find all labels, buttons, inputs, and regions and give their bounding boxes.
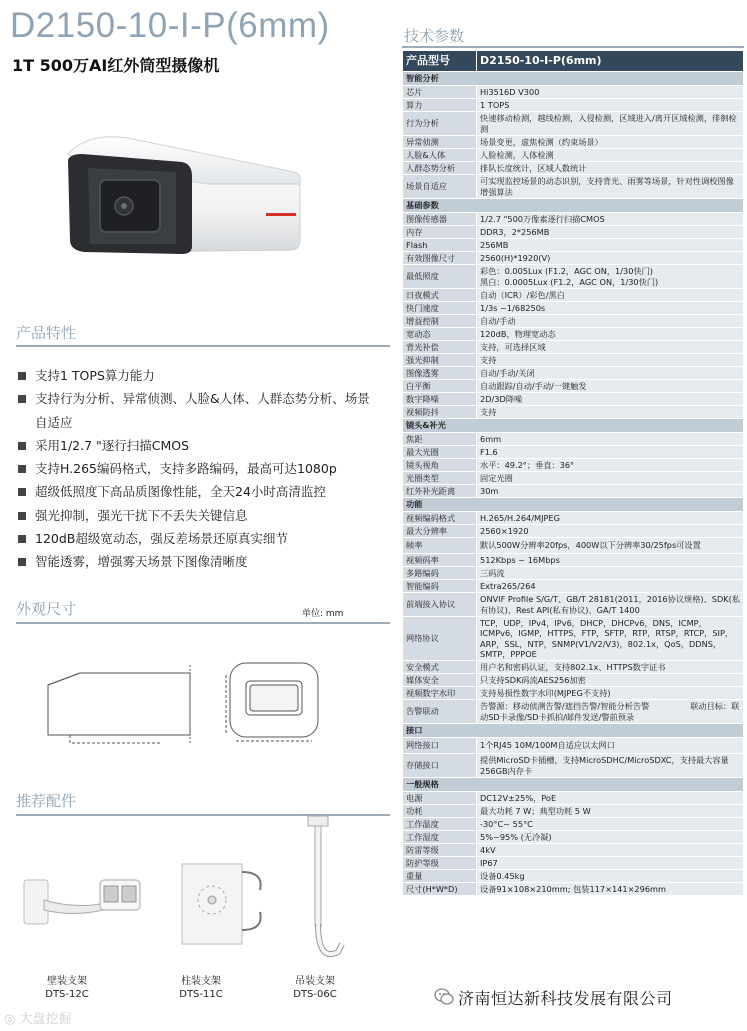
spec-row xyxy=(403,883,744,896)
dimension-drawings xyxy=(40,655,330,750)
square-bullet-icon xyxy=(18,558,26,566)
spec-value: 4kV xyxy=(477,844,744,857)
spec-row xyxy=(403,674,744,687)
square-bullet-icon xyxy=(18,395,26,403)
spec-key: 防雷等级 xyxy=(403,844,477,857)
spec-table xyxy=(402,50,744,896)
spec-row xyxy=(403,857,744,870)
spec-key: 帧率 xyxy=(403,538,477,554)
spec-key: 日夜模式 xyxy=(403,289,477,302)
spec-key: 红外补光距离 xyxy=(403,485,477,498)
spec-section-label: 基础参数 xyxy=(403,199,744,213)
spec-value: 用户名和密码认证，支持802.1x、HTTPS数字证书 xyxy=(477,661,744,674)
spec-row xyxy=(403,459,744,472)
spec-row xyxy=(403,580,744,593)
spec-value: 自动跟踪/自动/手动/一键触发 xyxy=(477,380,744,393)
spec-key: 工作湿度 xyxy=(403,831,477,844)
spec-row xyxy=(403,538,744,554)
section-divider xyxy=(16,622,390,624)
spec-key: 视频数字水印 xyxy=(403,687,477,700)
spec-value: 彩色：0.005Lux (F1.2，AGC ON，1/30快门) 黑白：0.0005Lux (F1.2，AGC ON，1/30快门) xyxy=(477,265,744,289)
spec-row xyxy=(403,700,744,724)
spec-value: IP67 xyxy=(477,857,744,870)
spec-key: 告警联动 xyxy=(403,700,477,724)
spec-key: 增益控制 xyxy=(403,315,477,328)
pendant-mount-image xyxy=(292,812,352,972)
spec-value: 可实现监控场景的动态识别，支持背光、雨雾等场景，针对性调校图像增强算法 xyxy=(477,175,744,199)
product-model-title: D2150-10-I-P(6mm) xyxy=(10,6,330,45)
spec-section-label: 一般规格 xyxy=(403,778,744,792)
spec-key: 镜头视角 xyxy=(403,459,477,472)
spec-row xyxy=(403,433,744,446)
spec-value: 支持 xyxy=(477,406,744,419)
accessories-section-title: 推荐配件 xyxy=(16,792,77,810)
spec-row xyxy=(403,393,744,406)
spec-value: 场景变更，虚焦检测（约束场景） xyxy=(477,136,744,149)
spec-row xyxy=(403,367,744,380)
spec-row xyxy=(403,593,744,617)
wall-mount-image xyxy=(18,850,143,930)
spec-row xyxy=(403,162,744,175)
spec-row xyxy=(403,406,744,419)
spec-value: 提供MicroSD卡插槽，支持MicroSDHC/MicroSDXC，支持最大容量256GB内存卡 xyxy=(477,754,744,778)
spec-section-row xyxy=(403,498,744,512)
spec-key: 内存 xyxy=(403,226,477,239)
spec-section-row xyxy=(403,778,744,792)
spec-key: 芯片 xyxy=(403,86,477,99)
spec-key: 功耗 xyxy=(403,805,477,818)
spec-row xyxy=(403,567,744,580)
spec-key: 网络协议 xyxy=(403,617,477,661)
spec-key: 最低照度 xyxy=(403,265,477,289)
spec-key: 场景自适应 xyxy=(403,175,477,199)
square-bullet-icon xyxy=(18,488,26,496)
spec-key: 光圈类型 xyxy=(403,472,477,485)
spec-value: 1个RJ45 10M/100M自适应以太网口 xyxy=(477,738,744,754)
spec-value: 支持，可选择区域 xyxy=(477,341,744,354)
spec-value: 设备91×108×210mm; 包装117×141×296mm xyxy=(477,883,744,896)
spec-row xyxy=(403,687,744,700)
spec-row xyxy=(403,738,744,754)
spec-row xyxy=(403,175,744,199)
spec-value: 自动（ICR）/彩色/黑白 xyxy=(477,289,744,302)
spec-key: Flash xyxy=(403,239,477,252)
spec-section-row xyxy=(403,724,744,738)
spec-value: -30°C~ 55°C xyxy=(477,818,744,831)
spec-key: 强光抑制 xyxy=(403,354,477,367)
spec-value: DDR3，2*256MB xyxy=(477,226,744,239)
spec-header-key: 产品型号 xyxy=(403,51,477,72)
spec-section-row xyxy=(403,199,744,213)
spec-value: 人脸检测，人体检测 xyxy=(477,149,744,162)
spec-row xyxy=(403,99,744,112)
spec-row xyxy=(403,661,744,674)
spec-row xyxy=(403,485,744,498)
spec-key: 网络接口 xyxy=(403,738,477,754)
spec-value: 1/3s ~1/68250s xyxy=(477,302,744,315)
spec-row xyxy=(403,136,744,149)
spec-key: 人脸&人体 xyxy=(403,149,477,162)
spec-key: 最大分辨率 xyxy=(403,525,477,538)
spec-value: 2D/3D降噪 xyxy=(477,393,744,406)
spec-value: 30m xyxy=(477,485,744,498)
spec-value: 2560(H)*1920(V) xyxy=(477,252,744,265)
spec-row xyxy=(403,112,744,136)
spec-row xyxy=(403,554,744,567)
spec-value: 最大功耗 7 W；典型功耗 5 W xyxy=(477,805,744,818)
spec-value: DC12V±25%，PoE xyxy=(477,792,744,805)
spec-row xyxy=(403,289,744,302)
square-bullet-icon xyxy=(18,512,26,520)
spec-row xyxy=(403,831,744,844)
spec-value: 快速移动检测，越线检测，入侵检测，区域进入/离开区域检测，徘徊检测 xyxy=(477,112,744,136)
feature-item: 支持1 TOPS算力能力 xyxy=(18,364,378,387)
spec-key: 图像透雾 xyxy=(403,367,477,380)
spec-value: 告警源：移动侦测告警/遮挡告警/智能分析告警 联动目标：联动SD卡录像/SD卡抓拍/邮件发送/警前预录 xyxy=(477,700,744,724)
spec-key: 有效图像尺寸 xyxy=(403,252,477,265)
spec-row xyxy=(403,354,744,367)
spec-row xyxy=(403,239,744,252)
spec-value: TCP，UDP，IPv4，IPv6，DHCP，DHCPv6，DNS，ICMP，ICMPv6，IGMP，HTTPS，FTP，SFTP，RTP，RTSP，RTCP，SIP，ARP，SSL，NTP，SNMP(V1/V2/V3)，802.1x，QoS，DDNS，SMTP，PPPOE xyxy=(477,617,744,661)
spec-row xyxy=(403,341,744,354)
spec-value: 只支持SDK码流AES256加密 xyxy=(477,674,744,687)
spec-row xyxy=(403,380,744,393)
spec-key: 存储接口 xyxy=(403,754,477,778)
spec-value: 256MB xyxy=(477,239,744,252)
spec-key: 安全模式 xyxy=(403,661,477,674)
spec-key: 数字降噪 xyxy=(403,393,477,406)
feature-item: 120dB超级宽动态，强反差场景还原真实细节 xyxy=(18,527,378,550)
spec-value: F1.6 xyxy=(477,446,744,459)
features-section-title: 产品特性 xyxy=(16,324,77,342)
spec-key: 焦距 xyxy=(403,433,477,446)
spec-key: 背光补偿 xyxy=(403,341,477,354)
dimensions-unit: 单位: mm xyxy=(302,609,344,619)
spec-value: ONVIF Profile S/G/T、GB/T 28181(2011，2016协议规格)、SDK(私有协议)、Rest API(私有协议)、GA/T 1400 xyxy=(477,593,744,617)
spec-section-label: 接口 xyxy=(403,724,744,738)
spec-key: 重量 xyxy=(403,870,477,883)
spec-row xyxy=(403,315,744,328)
spec-key: 视频编码格式 xyxy=(403,512,477,525)
pole-mount-image xyxy=(168,850,268,950)
spec-row xyxy=(403,86,744,99)
spec-key: 工作温度 xyxy=(403,818,477,831)
spec-key: 白平衡 xyxy=(403,380,477,393)
bullet-camera-image xyxy=(58,128,308,258)
spec-value: Extra265/264 xyxy=(477,580,744,593)
spec-row xyxy=(403,512,744,525)
square-bullet-icon xyxy=(18,442,26,450)
spec-row xyxy=(403,617,744,661)
spec-row xyxy=(403,265,744,289)
spec-key: 电源 xyxy=(403,792,477,805)
spec-row xyxy=(403,870,744,883)
square-bullet-icon xyxy=(18,465,26,473)
spec-value: 三码流 xyxy=(477,567,744,580)
spec-value: 固定光圈 xyxy=(477,472,744,485)
spec-section-row xyxy=(403,419,744,433)
section-divider xyxy=(402,46,744,48)
spec-key: 行为分析 xyxy=(403,112,477,136)
spec-value: 自动/手动/关闭 xyxy=(477,367,744,380)
spec-key: 前端接入协议 xyxy=(403,593,477,617)
spec-section-label: 智能分析 xyxy=(403,72,744,86)
feature-item: 支持H.265编码格式，支持多路编码，最高可达1080p xyxy=(18,457,378,480)
spec-key: 异常侦测 xyxy=(403,136,477,149)
spec-header-value: D2150-10-I-P(6mm) xyxy=(477,51,744,72)
spec-value: 自动/手动 xyxy=(477,315,744,328)
spec-value: Hi3516D V300 xyxy=(477,86,744,99)
spec-row xyxy=(403,754,744,778)
spec-key: 宽动态 xyxy=(403,328,477,341)
spec-key: 尺寸(H*W*D) xyxy=(403,883,477,896)
spec-row xyxy=(403,844,744,857)
spec-row xyxy=(403,213,744,226)
spec-value: 支持易损性数字水印(MJPEG不支持) xyxy=(477,687,744,700)
spec-value: 1 TOPS xyxy=(477,99,744,112)
spec-value: 6mm xyxy=(477,433,744,446)
spec-row xyxy=(403,328,744,341)
spec-header-row xyxy=(403,51,744,72)
spec-key: 媒体安全 xyxy=(403,674,477,687)
square-bullet-icon xyxy=(18,372,26,380)
square-bullet-icon xyxy=(18,535,26,543)
spec-key: 多路编码 xyxy=(403,567,477,580)
feature-item: 超级低照度下高品质图像性能，全天24小时高清监控 xyxy=(18,480,378,503)
spec-value: 默认500W分辨率20fps，400W以下分辨率30/25fps可设置 xyxy=(477,538,744,554)
spec-value: 120dB，物理宽动态 xyxy=(477,328,744,341)
specs-section-title: 技术参数 xyxy=(404,27,465,45)
spec-key: 人群态势分析 xyxy=(403,162,477,175)
product-subtitle: 1T 500万AI红外筒型摄像机 xyxy=(12,56,220,75)
spec-row xyxy=(403,472,744,485)
spec-key: 最大光圈 xyxy=(403,446,477,459)
spec-section-label: 功能 xyxy=(403,498,744,512)
spec-row xyxy=(403,446,744,459)
accessory-label: 柱装支架 DTS-11C xyxy=(179,976,223,1000)
spec-row xyxy=(403,149,744,162)
spec-key: 防护等级 xyxy=(403,857,477,870)
spec-row xyxy=(403,252,744,265)
section-divider xyxy=(16,345,390,347)
spec-section-label: 镜头&补光 xyxy=(403,419,744,433)
spec-value: 1/2.7 "500万像素逐行扫描CMOS xyxy=(477,213,744,226)
spec-value: 512Kbps ~ 16Mbps xyxy=(477,554,744,567)
spec-value: 2560×1920 xyxy=(477,525,744,538)
spec-row xyxy=(403,525,744,538)
spec-key: 视频码率 xyxy=(403,554,477,567)
spec-key: 视频防抖 xyxy=(403,406,477,419)
spec-row xyxy=(403,302,744,315)
specs-column xyxy=(400,0,747,1031)
spec-value: 排队长度统计，区域人数统计 xyxy=(477,162,744,175)
dimensions-section-title: 外观尺寸 xyxy=(16,600,77,618)
spec-section-row xyxy=(403,72,744,86)
footer-logo: ◎ 大盘挖掘 xyxy=(4,1012,72,1027)
feature-item: 支持行为分析、异常侦测、人脸&人体、人群态势分析、场景自适应 xyxy=(18,387,378,434)
spec-value: 水平：49.2°；垂直：36° xyxy=(477,459,744,472)
spec-row xyxy=(403,805,744,818)
spec-row xyxy=(403,226,744,239)
spec-value: 支持 xyxy=(477,354,744,367)
watermark-text: 济南恒达新科技发展有限公司 xyxy=(458,989,673,1008)
feature-item: 采用1/2.7 "逐行扫描CMOS xyxy=(18,434,378,457)
feature-item: 强光抑制，强光干扰下不丢失关键信息 xyxy=(18,504,378,527)
spec-key: 智能编码 xyxy=(403,580,477,593)
spec-value: 设备0.45kg xyxy=(477,870,744,883)
feature-list xyxy=(18,364,378,574)
spec-key: 算力 xyxy=(403,99,477,112)
accessory-label: 吊装支架 DTS-06C xyxy=(293,976,337,1000)
feature-item: 智能透雾，增强雾天场景下图像清晰度 xyxy=(18,550,378,573)
spec-value: H.265/H.264/MJPEG xyxy=(477,512,744,525)
accessory-label: 壁装支架 DTS-12C xyxy=(45,976,89,1000)
spec-row xyxy=(403,818,744,831)
spec-value: 5%~95% (无冷凝) xyxy=(477,831,744,844)
wechat-icon xyxy=(434,987,454,1007)
spec-key: 快门速度 xyxy=(403,302,477,315)
spec-row xyxy=(403,792,744,805)
spec-key: 图像传感器 xyxy=(403,213,477,226)
